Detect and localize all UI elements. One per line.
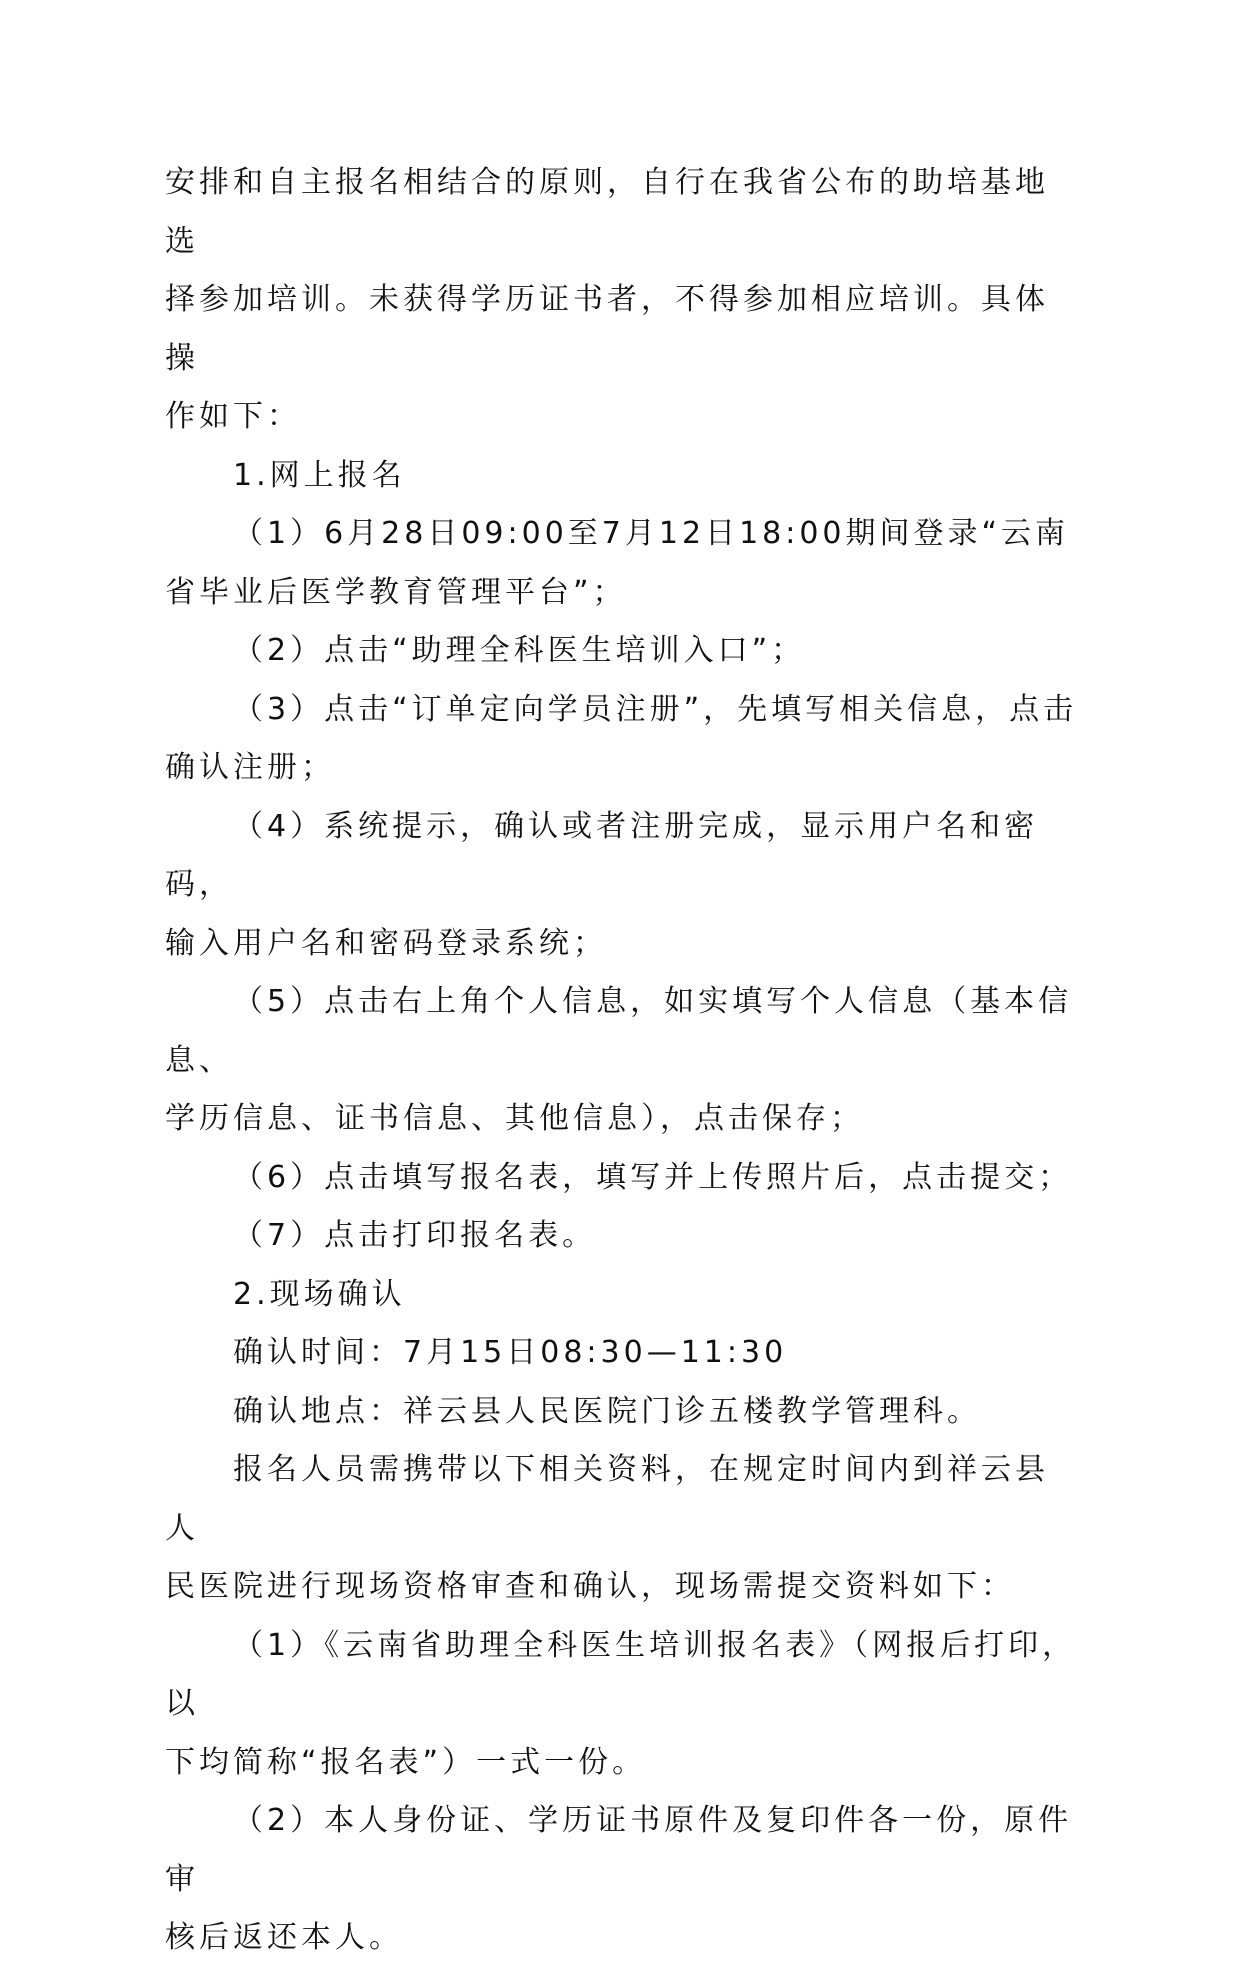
text-line: 下均简称“报名表”）一式一份。 [165,1744,647,1780]
text-line: （4）系统提示，确认或者注册完成，显示用户名和密码， [165,808,1039,902]
text-line: 确认时间：7月15日08:30—11:30 [233,1335,788,1370]
text-line: 学历信息、证书信息、其他信息），点击保存； [165,1101,864,1136]
section-heading: 1.网上报名 [233,457,406,493]
text-line: （6）点击填写报名表，填写并上传照片后，点击提交； [233,1159,1073,1195]
text-line: 核后返还本人。 [165,1920,403,1955]
text-line: 输入用户名和密码登录系统； [165,925,607,961]
text-line: 作如下： [165,399,301,434]
text-line: 确认地点：祥云县人民医院门诊五楼教学管理科。 [233,1393,981,1429]
text-line: 省毕业后医学教育管理平台”； [165,574,627,610]
text-line: 择参加培训。未获得学历证书者，不得参加相应培训。具体操 [165,282,1049,376]
text-line: （1）《云南省助理全科医生培训报名表》（网报后打印，以 [165,1627,1077,1721]
text-line: （2）本人身份证、学历证书原件及复印件各一份，原件审 [165,1803,1073,1897]
text-line: （2）点击“助理全科医生培训入口”； [233,633,806,668]
document-body [165,154,1080,1968]
text-line: 报名人员需携带以下相关资料，在规定时间内到祥云县人 [165,1452,1049,1546]
text-line: 确认注册； [165,750,335,785]
text-line: 民医院进行现场资格审查和确认，现场需提交资料如下： [165,1569,1015,1604]
text-line: （7）点击打印报名表。 [233,1218,597,1253]
text-line: 安排和自主报名相结合的原则，自行在我省公布的助培基地选 [165,165,1049,259]
text-line: （1）6月28日09:00至7月12日18:00期间登录“云南 [233,516,1070,551]
text-line: （3）点击“订单定向学员注册”，先填写相关信息，点击 [233,691,1078,727]
text-line: （5）点击右上角个人信息，如实填写个人信息（基本信息、 [165,984,1073,1078]
section-heading: 2.现场确认 [233,1276,406,1312]
